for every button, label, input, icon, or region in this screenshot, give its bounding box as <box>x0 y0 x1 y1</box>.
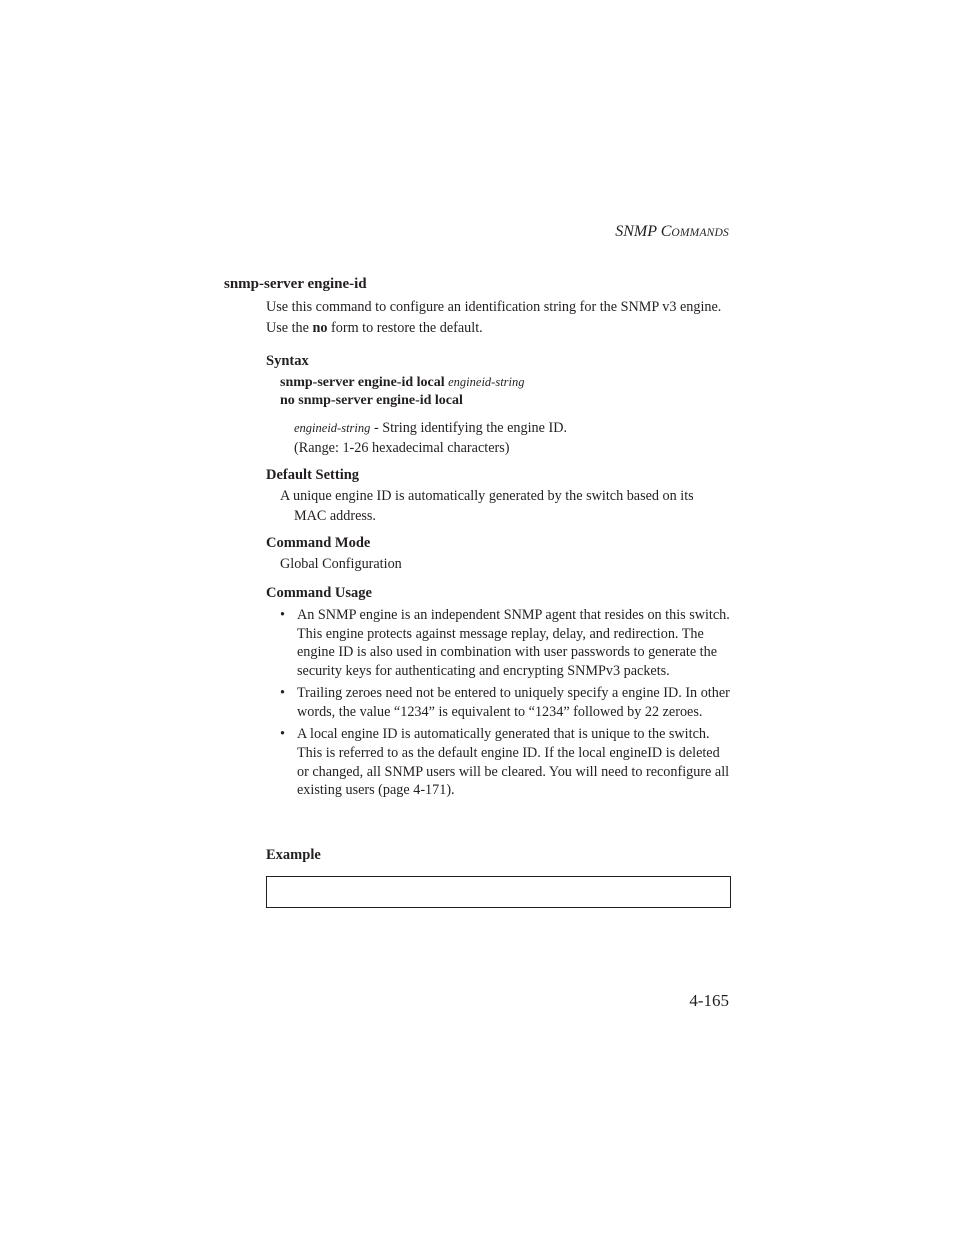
command-title: snmp-server engine-id <box>224 276 367 292</box>
list-item: • An SNMP engine is an independent SNMP agent that resides on this switch. This engine protects against message replay, delay, and redirection. The engine ID is also used in combination with user passwords to generate the security keys for authenticating and encrypting SNMPv3 packets. <box>280 607 730 680</box>
running-head: SNMP COMMANDS <box>615 223 729 240</box>
no-keyword: no <box>312 319 328 336</box>
list-item: • Trailing zeroes need not be entered to uniquely specify a engine ID. In other words, the value “1234” is equivalent to “1234” followed by 22 zeroes. <box>280 685 730 721</box>
command-mode-heading: Command Mode <box>266 535 371 551</box>
bullet-icon: • <box>280 607 285 623</box>
default-setting-heading: Default Setting <box>266 467 360 483</box>
example-code-box <box>266 876 731 908</box>
syntax-line-1: snmp-server engine-id local engineid-string <box>280 375 525 390</box>
default-setting-text: A unique engine ID is automatically generated by the switch based on its MAC address. <box>280 488 694 524</box>
command-description: Use this command to configure an identification string for the SNMP v3 engine. Use the no form to restore the default. <box>266 299 722 336</box>
page-number: 4-165 <box>689 991 729 1010</box>
bullet-icon: • <box>280 726 285 743</box>
parameter-description: engineid-string - String identifying the engine ID. (Range: 1-26 hexadecimal characters) <box>294 420 568 456</box>
syntax-line-2: no snmp-server engine-id local <box>280 393 463 408</box>
list-item: • A local engine ID is automatically generated that is unique to the switch. This is referred to as the default engine ID. If the local engineID is deleted or changed, all SNMP users will be cleared. You will need to reconfigure all existing users (page 4-171). <box>280 726 730 799</box>
bullet-icon: • <box>280 685 285 702</box>
syntax-heading: Syntax <box>266 353 309 369</box>
command-mode-text: Global Configuration <box>280 556 402 572</box>
command-usage-list <box>280 606 730 804</box>
command-usage-heading: Command Usage <box>266 585 372 601</box>
example-heading: Example <box>266 847 321 863</box>
